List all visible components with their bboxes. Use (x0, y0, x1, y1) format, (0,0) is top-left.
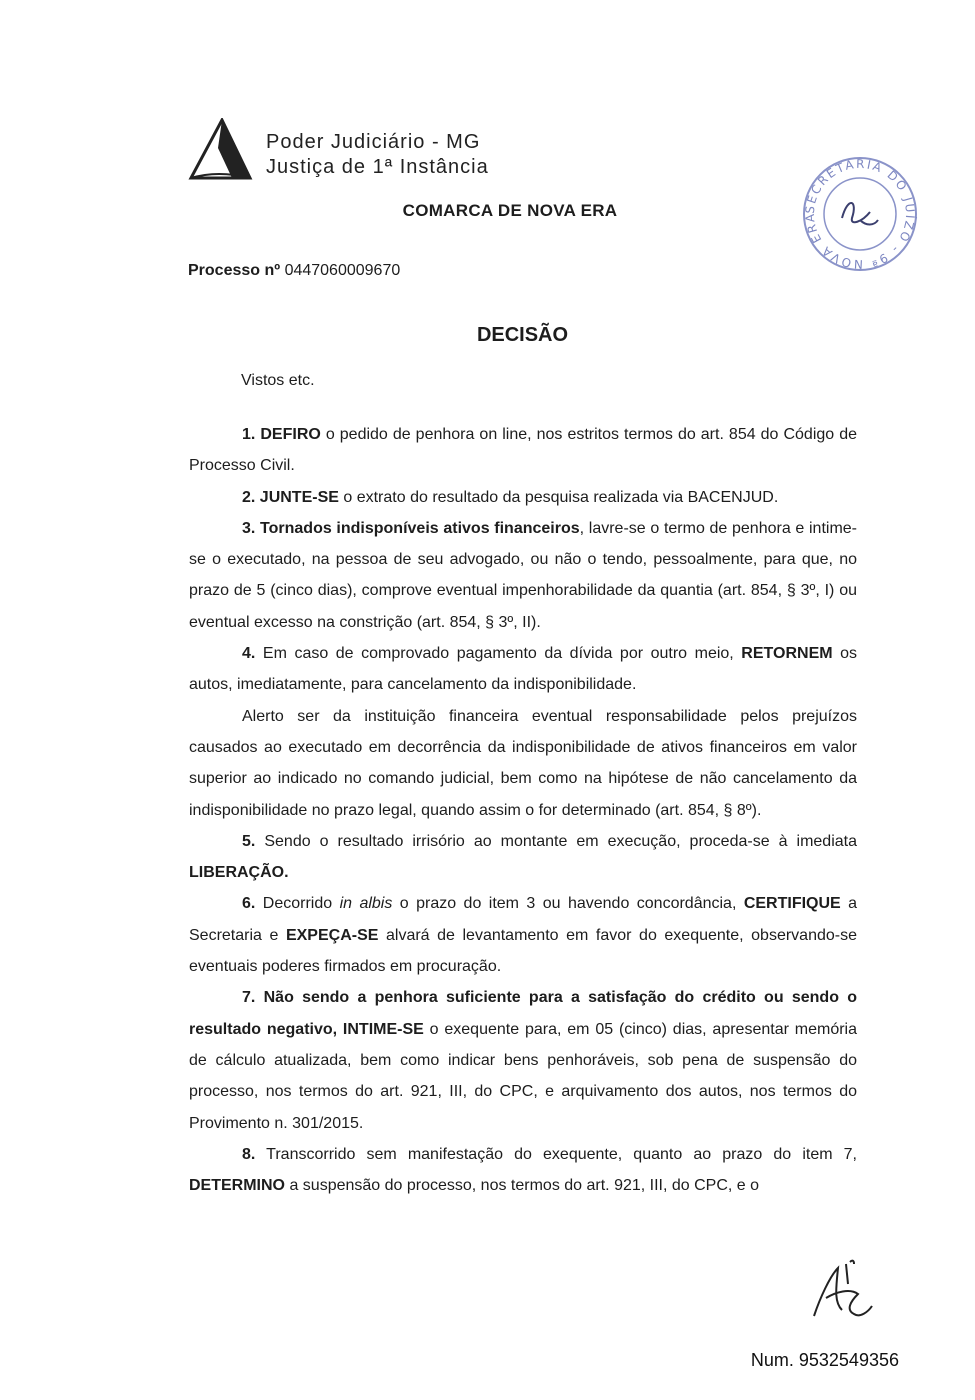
document-title: DECISÃO (476, 324, 569, 346)
process-number (188, 262, 400, 280)
court-heading (266, 130, 489, 180)
process-label: Processo nº (188, 262, 281, 279)
item-5: 5. Sendo o resultado irrisório ao montante em execução, proceda-se à imediata LIBERAÇÃO. (189, 832, 857, 882)
alerto-paragraph: Alerto ser da instituição financeira eventual responsabilidade pelos prejuízos causados ao executado em decorrência da indisponibilidade de ativos financeiros em valor superior ao indicado no comando judicial, bem como na hipótese de não cancelamento da indisponibilidade no prazo legal, quando assim o for determinado (art. 854, § 8º). (189, 707, 857, 819)
judiciary-logo-icon (188, 118, 258, 182)
signature-initials (806, 1258, 876, 1322)
item-3: 3. Tornados indisponíveis ativos financeiros, lavre-se o termo de penhora e intime-se o executado, na pessoa de seu advogado, ou não o tendo, pessoalmente, para que, no prazo de 5 (cinco dias), comprove eventual impenhorabilidade da quantia (art. 854, § 3º, I) ou eventual excesso na constrição (art. 854, § 3º, II). (189, 519, 857, 631)
item-7: 7. Não sendo a penhora suficiente para a satisfação do crédito ou sendo o resultado negativo, INTIME-SE o exequente para, em 05 (cinco) dias, apresentar memória de cálculo atualizada, bem como indicar bens penhoráveis, sob pena de suspensão do processo, nos termos do art. 921, III, do CPC, e arquivamento dos autos, nos termos do Provimento n. 301/2015. (189, 989, 857, 1132)
comarca-heading: COMARCA DE NOVA ERA (402, 201, 618, 220)
court-seal-stamp (800, 156, 920, 272)
item-2: 2. JUNTE-SE o extrato do resultado da pesquisa realizada via BACENJUD. (242, 488, 779, 506)
item-1: 1. DEFIRO o pedido de penhora on line, nos estritos termos do art. 854 do Código de Processo Civil. (189, 426, 857, 475)
vistos-line: Vistos etc. (241, 372, 315, 389)
court-line-1: Poder Judiciário - MG (266, 131, 481, 153)
item-4: 4. Em caso de comprovado pagamento da dívida por outro meio, RETORNEM os autos, imediatamente, para cancelamento da indisponibilidade. (189, 645, 858, 694)
seal-text: SECRETARIA DO JUÍZO - 9ª NOVA ERA (802, 156, 918, 272)
court-line-2: Justiça de 1ª Instância (266, 156, 489, 178)
item-8: 8. Transcorrido sem manifestação do exequente, quanto ao prazo do item 7, DETERMINO a suspensão do processo, nos termos do art. 921, III, do CPC, e o (189, 1145, 857, 1195)
svg-text:SECRETARIA DO JUÍZO - 9ª NOVA (803, 157, 918, 271)
decision-body (189, 419, 857, 1201)
document-number: Num. 9532549356 (750, 1350, 899, 1370)
item-6: 6. Decorrido in albis o prazo do item 3 ou havendo concordância, CERTIFIQUE a Secretaria e EXPEÇA-SE alvará de levantamento em favor do exequente, observando-se eventuais poderes firmados em procuração. (189, 895, 858, 976)
process-number-value: 0447060009670 (284, 262, 401, 279)
